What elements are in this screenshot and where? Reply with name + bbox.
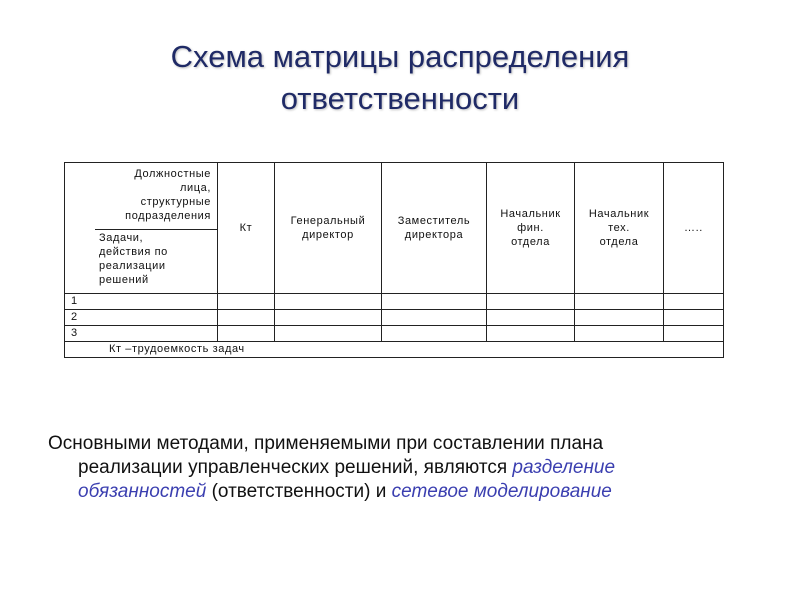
table-cell bbox=[487, 325, 575, 341]
column-header-line: Генеральный bbox=[290, 214, 366, 227]
paragraph-text: реализации управленческих решений, являются bbox=[78, 457, 513, 478]
table-row bbox=[65, 309, 724, 325]
corner-bottom-line: действия по bbox=[99, 246, 168, 258]
paragraph-text: Основными методами, применяемыми при составлении плана bbox=[48, 433, 604, 454]
table-cell bbox=[382, 293, 487, 309]
table-cell bbox=[382, 325, 487, 341]
row-number: 3 bbox=[65, 325, 218, 341]
table-cell bbox=[664, 325, 724, 341]
table-cell bbox=[382, 309, 487, 325]
header-row bbox=[65, 163, 724, 294]
corner-cell bbox=[65, 163, 218, 294]
responsibility-matrix-table bbox=[64, 162, 724, 358]
column-header-finance-head bbox=[487, 163, 575, 294]
corner-divider bbox=[95, 229, 217, 230]
paragraph-line-1 bbox=[48, 432, 758, 456]
column-header-line: отдела bbox=[511, 235, 550, 248]
column-header-line: директор bbox=[302, 228, 354, 241]
slide-title bbox=[0, 36, 800, 120]
column-header-tech-head bbox=[575, 163, 664, 294]
column-header-line: отдела bbox=[599, 235, 639, 248]
table-row bbox=[65, 293, 724, 309]
column-header-kt bbox=[218, 163, 275, 294]
table-cell bbox=[275, 293, 382, 309]
table-cell bbox=[664, 293, 724, 309]
table-cell bbox=[487, 293, 575, 309]
corner-tasks-label bbox=[99, 231, 219, 287]
table-cell bbox=[575, 325, 664, 341]
column-header-line: Начальник bbox=[588, 207, 650, 220]
table-cell bbox=[575, 293, 664, 309]
table-cell bbox=[218, 309, 275, 325]
table-cell bbox=[218, 293, 275, 309]
column-header-line: тех. bbox=[608, 221, 630, 234]
table-cell bbox=[487, 309, 575, 325]
methods-paragraph bbox=[48, 432, 758, 504]
table-cell bbox=[664, 309, 724, 325]
table-row bbox=[65, 325, 724, 341]
row-number: 1 bbox=[65, 293, 218, 309]
column-header-line: Начальник bbox=[500, 207, 561, 220]
column-header-line: фин. bbox=[517, 221, 544, 234]
paragraph-line-3 bbox=[48, 480, 758, 504]
column-header-line: ….. bbox=[684, 221, 703, 234]
table-footnote: Кт –трудоемкость задач bbox=[65, 341, 724, 357]
paragraph-text: (ответственности) и bbox=[206, 481, 392, 502]
column-header-deputy-director bbox=[382, 163, 487, 294]
accent-term-network-modeling: сетевое моделирование bbox=[391, 481, 612, 502]
corner-top-line: Должностные bbox=[134, 168, 211, 180]
column-header-line: директора bbox=[404, 228, 464, 241]
corner-top-line: лица, bbox=[179, 182, 211, 194]
table-cell bbox=[575, 309, 664, 325]
column-header-general-director bbox=[275, 163, 382, 294]
table-cell bbox=[275, 309, 382, 325]
column-header-line: Кт bbox=[239, 221, 253, 234]
accent-term-duties: обязанностей bbox=[78, 481, 207, 502]
corner-bottom-line: реализации bbox=[99, 260, 166, 272]
column-header-more bbox=[664, 163, 724, 294]
corner-top-line: подразделения bbox=[125, 210, 211, 222]
corner-bottom-line: Задачи, bbox=[99, 232, 144, 244]
slide-title-line-2: ответственности bbox=[280, 81, 520, 116]
corner-bottom-line: решений bbox=[99, 274, 149, 286]
corner-top-line: структурные bbox=[140, 196, 211, 208]
table-cell bbox=[275, 325, 382, 341]
slide-title-line-1: Схема матрицы распределения bbox=[170, 39, 630, 74]
table-cell bbox=[218, 325, 275, 341]
accent-term-division: разделение bbox=[512, 457, 616, 478]
column-header-line: Заместитель bbox=[397, 214, 471, 227]
row-number: 2 bbox=[65, 309, 218, 325]
footnote-row bbox=[65, 341, 724, 357]
paragraph-line-2 bbox=[48, 456, 758, 480]
corner-positions-label bbox=[71, 167, 211, 223]
